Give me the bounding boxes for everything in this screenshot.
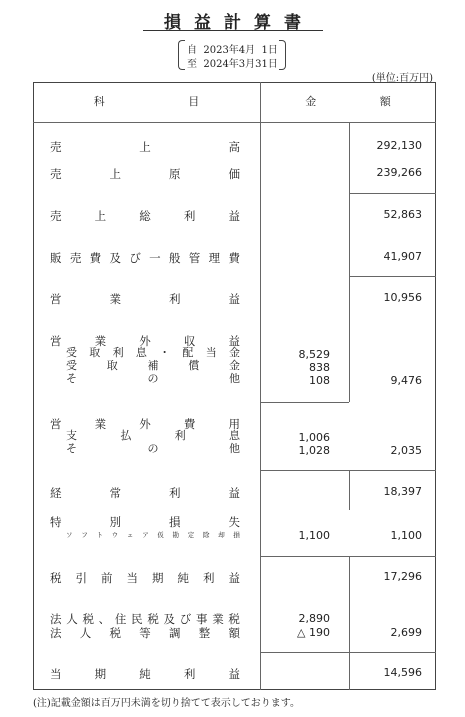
taxes-total: 2,699: [390, 626, 422, 639]
amount-rule-2: [260, 470, 436, 471]
gross-profit-total: 52,863: [383, 208, 422, 221]
header-subject: 科 目: [93, 95, 240, 108]
amount-rule-1: [260, 402, 349, 403]
net-income-label: 当 期 純 利 益: [50, 667, 240, 681]
cost-of-sales-label: 売 上 原 価: [50, 167, 240, 181]
cost-of-sales-total: 239,266: [376, 166, 422, 179]
sales-total: 292,130: [376, 139, 422, 152]
operating-income-total: 10,956: [383, 291, 422, 304]
period-bracket-right: [279, 40, 286, 70]
subcolumn-divider-1: [349, 122, 350, 402]
pretax-income-label: 税 引 前 当 期 純 利 益: [50, 571, 240, 585]
footnote: (注)記載金額は百万円未満を切り捨てて表示しております。: [33, 698, 301, 709]
taxes-item: 法 人 税 、 住 民 税 及 び 事 業 税: [50, 612, 240, 626]
amount-rule-3: [260, 556, 436, 557]
non-op-income-item: 受 取 補 償 金: [66, 359, 240, 372]
subcolumn-divider-2: [349, 470, 350, 510]
extraordinary-loss-label: 特 別 損 失: [50, 515, 240, 529]
ordinary-income-total: 18,397: [383, 485, 422, 498]
total-rule-1: [349, 193, 436, 194]
ordinary-income-label: 経 常 利 益: [50, 486, 240, 500]
sga-total: 41,907: [383, 250, 422, 263]
extraordinary-loss-value: 1,100: [298, 529, 330, 542]
net-income-total: 14,596: [383, 666, 422, 679]
non-op-expense-item: そ の 他: [66, 442, 240, 455]
gross-profit-label: 売 上 総 利 益: [50, 209, 240, 223]
non-op-income-value: 838: [309, 361, 330, 374]
period-bracket-left: [178, 40, 185, 70]
taxes-value: 2,890: [298, 612, 330, 625]
title-underline: [143, 30, 323, 31]
non-op-income-value: 108: [309, 374, 330, 387]
non-op-expense-label: 営 業 外 費 用: [50, 417, 240, 431]
non-op-income-value: 8,529: [298, 348, 330, 361]
amount-rule-4: [260, 652, 436, 653]
column-divider-amount: [260, 82, 261, 690]
operating-income-label: 営 業 利 益: [50, 292, 240, 306]
non-op-income-item: 受 取 利 息 ・ 配 当 金: [66, 346, 240, 359]
non-op-expense-total: 2,035: [390, 444, 422, 457]
non-op-income-item: そ の 他: [66, 372, 240, 385]
extraordinary-loss-item: ソ フ ト ウ ェ ア 仮 勘 定 除 却 損: [66, 531, 240, 539]
subcolumn-divider-3: [349, 556, 350, 690]
sga-label: 販 売 費 及 び 一 般 管 理 費: [50, 251, 240, 265]
unit-note: (単位:百万円): [371, 73, 433, 84]
pretax-income-total: 17,296: [383, 570, 422, 583]
taxes-value: △ 190: [297, 626, 330, 639]
header-amount: 金 額: [305, 95, 421, 108]
taxes-item: 法 人 税 等 調 整 額: [50, 626, 240, 640]
non-op-income-label: 営 業 外 収 益: [50, 334, 240, 348]
non-op-income-total: 9,476: [390, 374, 422, 387]
period-from: 自 2023年4月 1日: [187, 45, 278, 56]
non-op-expense-item: 支 払 利 息: [66, 429, 240, 442]
period-to: 至 2024年3月31日: [187, 59, 278, 70]
total-rule-2: [349, 276, 436, 277]
non-op-expense-value: 1,006: [298, 431, 330, 444]
non-op-expense-value: 1,028: [298, 444, 330, 457]
extraordinary-loss-total: 1,100: [390, 529, 422, 542]
page-title: 損益計算書: [164, 13, 314, 33]
sales-label: 売 上 高: [50, 140, 240, 154]
header-rule: [33, 122, 436, 123]
